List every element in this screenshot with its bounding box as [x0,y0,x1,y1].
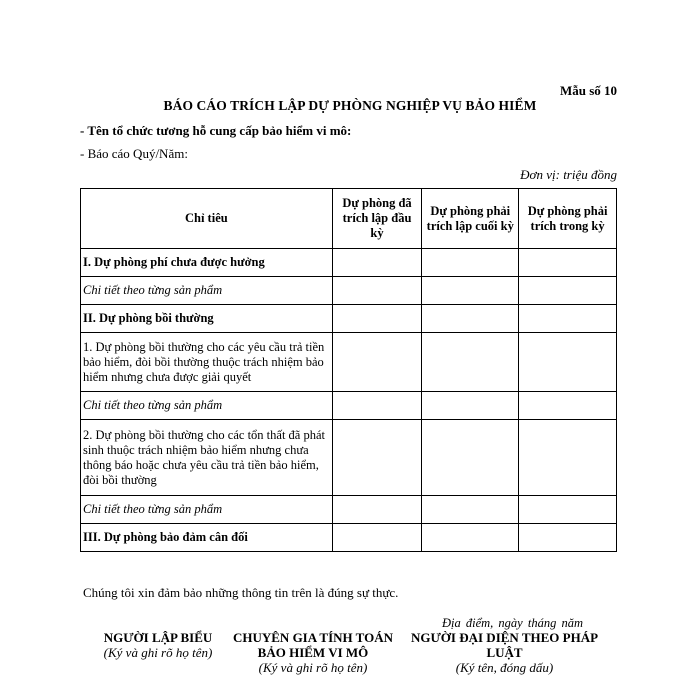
signature-block-legal-representative [402,630,607,676]
signature-note: (Ký tên, đóng dấu) [455,660,554,675]
table-row [81,524,617,552]
table-row [81,496,617,524]
row-label: 2. Dự phòng bồi thường cho các tổn thất đã phát sinh thuộc trách nhiệm bảo hiểm nhưng chưa thông báo hoặc chưa yêu cầu trả tiền bảo hiểm, đòi bồi thường [81,420,333,496]
table-row [81,249,617,277]
table-cell [422,277,519,305]
table-row [81,277,617,305]
table-cell [519,333,617,392]
table-cell [422,333,519,392]
signature-note: (Ký và ghi rõ họ tên) [258,660,368,675]
table-row [81,420,617,496]
table-row [81,392,617,420]
provision-table [80,188,617,552]
table-cell [422,496,519,524]
signature-note: (Ký và ghi rõ họ tên) [103,645,213,660]
report-period-line: - Báo cáo Quý/Năm: [80,146,188,161]
table-cell [422,249,519,277]
table-cell [332,392,422,420]
unit-label: Đơn vị: triệu đồng [520,167,617,182]
table-cell [519,496,617,524]
table-cell [422,524,519,552]
table-row [81,333,617,392]
form-number: Mẫu số 10 [559,83,617,98]
header-closing-provision: Dự phòng phải trích lập cuối kỳ [422,189,519,249]
confirmation-statement: Chúng tôi xin đảm bảo những thông tin trên là đúng sự thực. [83,585,399,600]
organization-name-line: - Tên tổ chức tương hỗ cung cấp bảo hiểm vi mô: [80,123,352,138]
table-cell [332,333,422,392]
row-label: Chi tiết theo từng sản phẩm [81,277,333,305]
table-cell [332,277,422,305]
signature-block-actuary [228,630,398,676]
row-label: 1. Dự phòng bồi thường cho các yêu cầu trả tiền bảo hiểm, đòi bồi thường thuộc trách nhiệm bảo hiểm nhưng chưa được giải quyết [81,333,333,392]
row-label: I. Dự phòng phí chưa được hưởng [81,249,333,277]
row-label: Chi tiết theo từng sản phẩm [81,392,333,420]
place-date-line: Địa điểm, ngày tháng năm [442,616,583,630]
signature-title: NGƯỜI ĐẠI DIỆN THEO PHÁP LUẬT [410,630,599,660]
table-cell [519,249,617,277]
table-row [81,305,617,333]
signature-title: NGƯỜI LẬP BIỂU [103,630,213,645]
table-cell [332,305,422,333]
report-title: BÁO CÁO TRÍCH LẬP DỰ PHÒNG NGHIỆP VỤ BẢO HIỂM [163,98,537,113]
table-cell [422,305,519,333]
table-cell [422,392,519,420]
row-label: II. Dự phòng bồi thường [81,305,333,333]
row-label: III. Dự phòng bảo đảm cân đối [81,524,333,552]
table-cell [519,392,617,420]
table-cell [332,524,422,552]
signature-title: CHUYÊN GIA TÍNH TOÁN BẢO HIỂM VI MÔ [232,630,393,660]
header-opening-provision: Dự phòng đã trích lập đầu kỳ [332,189,422,249]
signature-block-preparer [88,630,228,661]
table-cell [332,420,422,496]
row-label: Chi tiết theo từng sản phẩm [81,496,333,524]
table-cell [332,496,422,524]
table-cell [332,249,422,277]
table-header-row [81,189,617,249]
table-cell [422,420,519,496]
table-cell [519,420,617,496]
header-period-provision: Dự phòng phải trích trong kỳ [519,189,617,249]
header-criteria: Chỉ tiêu [81,189,333,249]
table-cell [519,277,617,305]
table-cell [519,305,617,333]
table-cell [519,524,617,552]
